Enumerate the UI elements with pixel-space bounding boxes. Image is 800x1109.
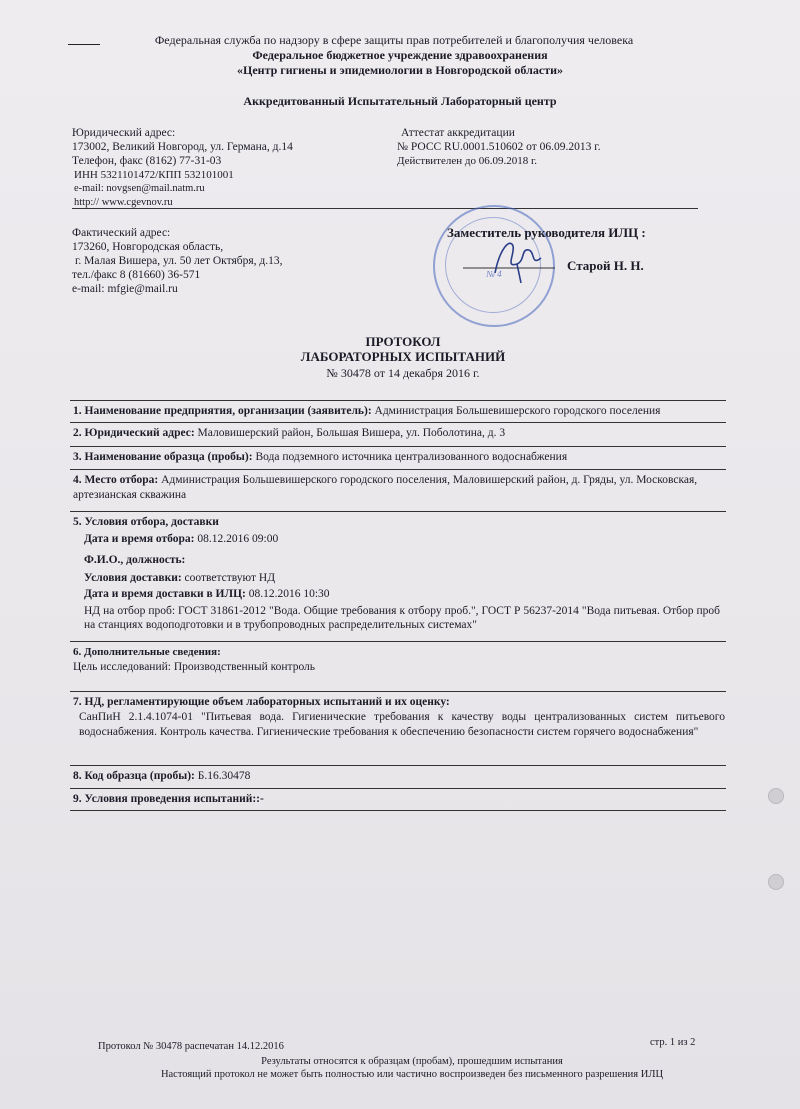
actual-address-block <box>72 226 402 296</box>
divider-s7-top <box>70 691 726 692</box>
accreditation-number: № РОСС RU.0001.510602 от 06.09.2013 г. <box>397 141 601 153</box>
header-lab-center: Аккредитованный Испытательный Лабораторный центр <box>243 94 557 108</box>
divider-s6-top <box>70 641 726 642</box>
section-5 <box>73 515 725 530</box>
section-5-delivery <box>84 571 275 585</box>
section-3-value: Вода подземного источника централизованного водоснабжения <box>255 451 568 463</box>
section-8 <box>73 769 725 784</box>
section-8-value: Б.16.30478 <box>197 770 251 782</box>
accreditation-block <box>397 126 717 168</box>
divider-header <box>72 208 698 209</box>
section-2 <box>73 426 725 441</box>
divider-s8-top <box>70 765 726 766</box>
divider-s3-top <box>70 446 726 447</box>
signatory-title: Заместитель руководителя ИЛЦ : <box>447 225 646 240</box>
section-9 <box>73 792 725 807</box>
legal-phone: Телефон, факс (8162) 77-31-03 <box>72 155 222 167</box>
section-2-label: 2. Юридический адрес: <box>73 427 195 439</box>
section-5-fio-label: Ф.И.О., должность: <box>84 554 186 566</box>
signatory-name: Старой Н. Н. <box>567 258 644 273</box>
accreditation-label: Аттестат аккредитации <box>401 127 515 139</box>
section-5-nd: НД на отбор проб: ГОСТ 31861-2012 "Вода. Общие требования к отбору проб.", ГОСТ Р 56237-2014 "Вода питьевая. Отбор проб на станциях водоподготовки и в трубопроводных распределительных системах" <box>84 605 720 631</box>
legal-inn: ИНН 5321101472/КПП 532101001 <box>74 169 234 181</box>
punch-hole-bottom <box>768 874 784 890</box>
legal-address-block <box>72 126 402 210</box>
footer-note-2: Настоящий протокол не может быть полностью или частично воспроизведен без письменного разрешения ИЛЦ <box>160 1069 664 1080</box>
section-4 <box>73 473 725 503</box>
section-9-label: 9. Условия проведения испытаний: <box>73 793 257 805</box>
divider-s2-top <box>70 422 726 423</box>
section-3 <box>73 450 725 465</box>
divider-s4-top <box>70 469 726 470</box>
section-5-arrival <box>84 587 330 601</box>
divider-s5-top <box>70 511 726 512</box>
legal-address-label: Юридический адрес: <box>72 127 176 139</box>
section-8-label: 8. Код образца (пробы): <box>73 770 195 782</box>
section-5-arrival-value: 08.12.2016 10:30 <box>248 588 330 600</box>
legal-email: e-mail: novgsen@mail.natm.ru <box>74 183 205 194</box>
footer-page-number: стр. 1 из 2 <box>650 1037 696 1048</box>
section-4-label: 4. Место отбора: <box>73 474 159 486</box>
section-2-value: Маловишерский район, Большая Вишера, ул. Поболотина, д. 3 <box>197 427 506 439</box>
punch-hole-top <box>768 788 784 804</box>
protocol-title: ПРОТОКОЛ <box>365 334 441 349</box>
section-5-arrival-label: Дата и время доставки в ИЛЦ: <box>84 588 246 600</box>
header-center-name: «Центр гигиены и эпидемиологии в Новгородской области» <box>237 63 563 77</box>
actual-address-line2: г. Малая Вишера, ул. 50 лет Октября, д.13, <box>75 255 283 267</box>
actual-phone: тел./факс 8 (81660) 36-571 <box>72 269 201 281</box>
section-4-value: Администрация Большевишерского городского поселения, Маловишерский район, д. Гряды, ул. Московская, артезианская скважина <box>73 474 698 501</box>
actual-address-line1: 173260, Новгородская область, <box>72 241 224 253</box>
section-1 <box>73 404 725 419</box>
protocol-number: № 30478 от 14 декабря 2016 г. <box>326 366 480 380</box>
divider-s9-top <box>70 788 726 789</box>
section-6 <box>73 645 725 675</box>
legal-web: http:// www.cgevnov.ru <box>74 197 173 208</box>
stamp-number: № 4 <box>486 269 502 279</box>
section-1-value: Администрация Большевишерского городского поселения <box>374 405 661 417</box>
actual-address-label: Фактический адрес: <box>72 227 171 239</box>
divider-s1-top <box>70 400 726 401</box>
section-5-delivery-value: соответствуют НД <box>184 572 276 584</box>
section-3-label: 3. Наименование образца (пробы): <box>73 451 253 463</box>
section-5-date-label: Дата и время отбора: <box>84 533 195 545</box>
section-5-label: 5. Условия отбора, доставки <box>73 516 219 528</box>
section-7-label: 7. НД, регламентирующие объем лабораторных испытаний и их оценку: <box>73 696 450 708</box>
header-institution: Федеральное бюджетное учреждение здравоохранения <box>252 48 548 62</box>
section-7 <box>73 695 725 740</box>
section-6-label: 6. Дополнительные сведения: <box>73 646 221 658</box>
protocol-subtitle: ЛАБОРАТОРНЫХ ИСПЫТАНИЙ <box>300 349 506 364</box>
footer-note-1: Результаты относятся к образцам (пробам), прошедшим испытания <box>261 1056 563 1067</box>
actual-email: e-mail: mfgie@mail.ru <box>72 283 178 295</box>
legal-address: 173002, Великий Новгород, ул. Германа, д.14 <box>72 141 293 153</box>
divider-s9-bottom <box>70 810 726 811</box>
section-6-value: Цель исследований: Производственный контроль <box>73 661 316 673</box>
accreditation-valid: Действителен до 06.09.2018 г. <box>397 155 537 167</box>
footer-printed: Протокол № 30478 распечатан 14.12.2016 <box>98 1041 284 1052</box>
section-5-date <box>84 532 278 546</box>
section-5-delivery-label: Условия доставки: <box>84 572 182 584</box>
section-7-value: СанПиН 2.1.4.1074-01 "Питьевая вода. Гигиенические требования к качеству воды централизованных систем питьевого водоснабжения. Контроль качества. Гигиенические требования к обеспечению безопасности систем горячего водоснабжения" <box>79 711 725 738</box>
section-1-label: 1. Наименование предприятия, организации (заявитель): <box>73 405 372 417</box>
section-5-date-value: 08.12.2016 09:00 <box>197 533 279 545</box>
section-9-value: :- <box>256 793 264 805</box>
header-agency: Федеральная служба по надзору в сфере защиты прав потребителей и благополучия человека <box>154 33 634 47</box>
